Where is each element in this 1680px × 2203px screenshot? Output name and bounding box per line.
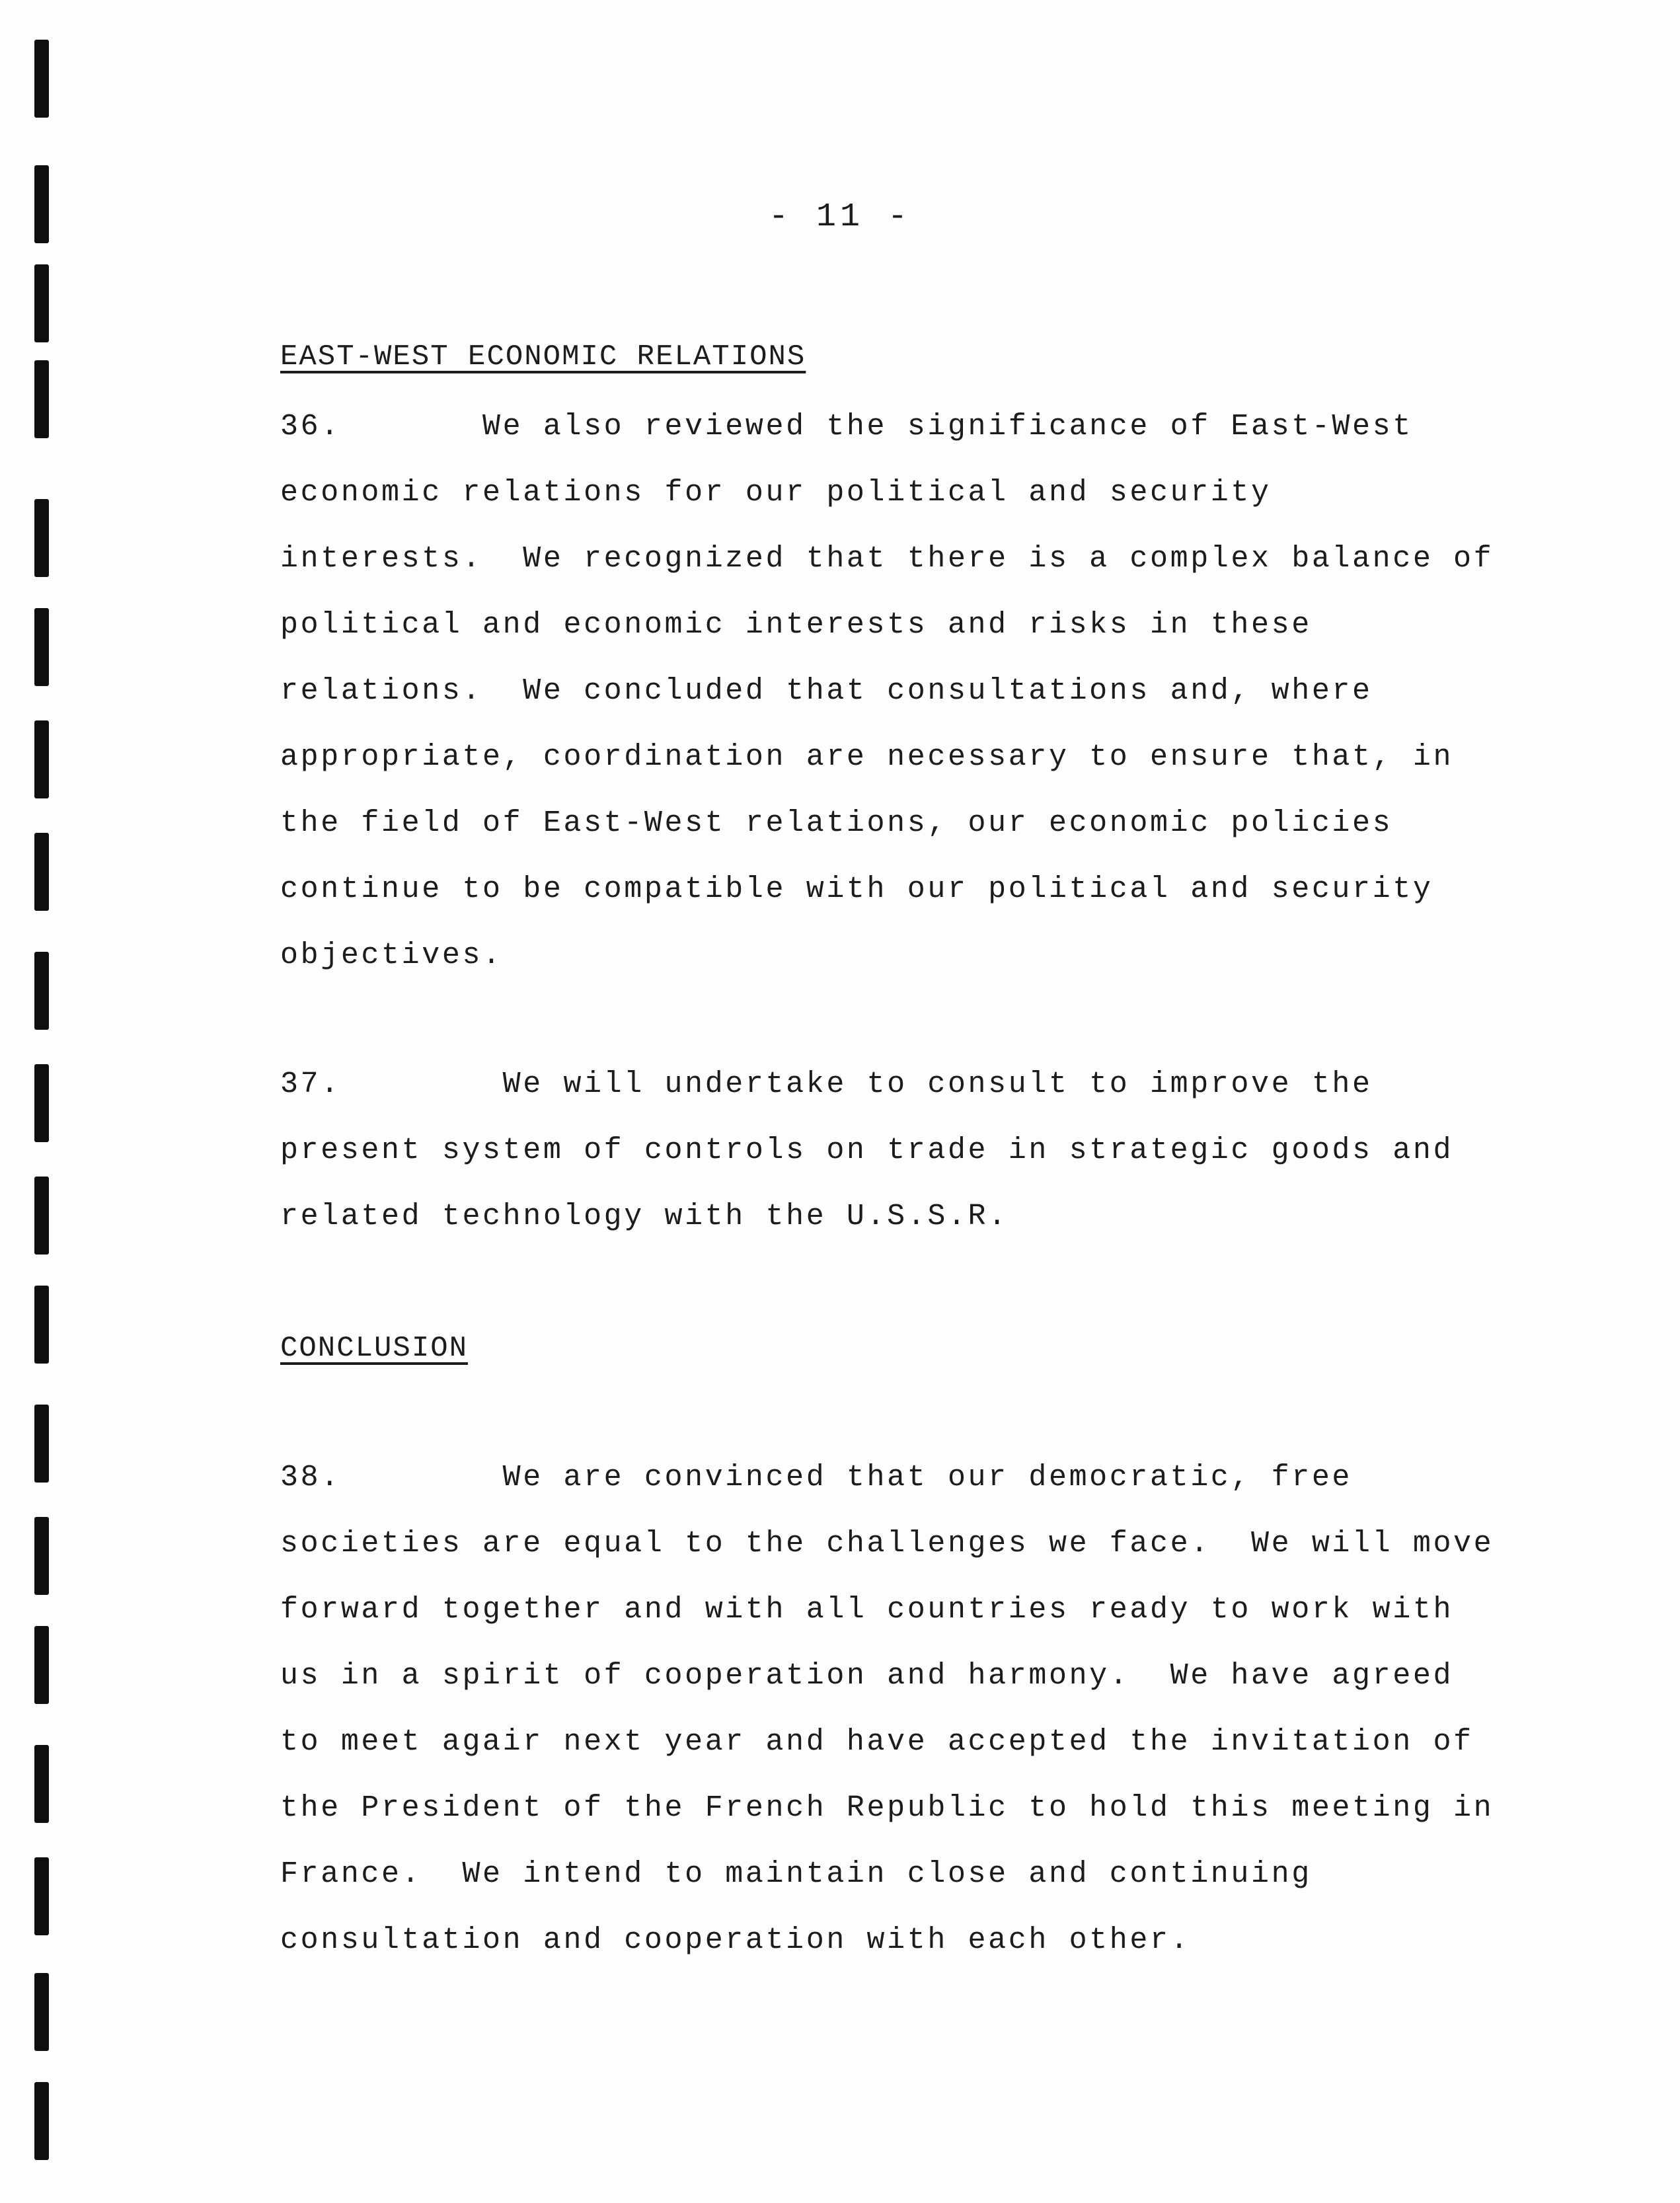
text-line: us in a spirit of cooperation and harmony. We have agreed xyxy=(280,1659,1454,1693)
binding-hole-mark xyxy=(34,2082,49,2160)
text-line: objectives. xyxy=(280,939,503,972)
binding-hole-mark xyxy=(34,499,49,577)
binding-hole-mark xyxy=(34,1405,49,1483)
text-line: relations. We concluded that consultations and, where xyxy=(280,674,1373,708)
binding-hole-mark xyxy=(34,40,49,118)
binding-hole-mark xyxy=(34,1517,49,1595)
text-line: the field of East-West relations, our economic policies xyxy=(280,806,1393,840)
text-line: 38. We are convinced that our democratic, free xyxy=(280,1461,1353,1494)
binding-hole-mark xyxy=(34,1857,49,1935)
text-line: continue to be compatible with our political and security xyxy=(280,872,1433,906)
binding-hole-mark xyxy=(34,952,49,1030)
text-line: 36. We also reviewed the significance of East-West xyxy=(280,410,1413,444)
text-line: the President of the French Republic to hold this meeting in xyxy=(280,1791,1494,1825)
text-line: appropriate, coordination are necessary to ensure that, in xyxy=(280,740,1454,774)
text-line: interests. We recognized that there is a complex balance of xyxy=(280,542,1494,576)
binding-hole-mark xyxy=(34,1626,49,1704)
text-line: related technology with the U.S.S.R. xyxy=(280,1200,1009,1233)
binding-hole-mark xyxy=(34,833,49,911)
binding-hole-mark xyxy=(34,264,49,342)
binding-hole-marks xyxy=(26,0,53,2203)
section-heading: CONCLUSION xyxy=(280,1332,469,1365)
page-number: - 11 - xyxy=(768,198,912,236)
text-line: present system of controls on trade in strategic goods and xyxy=(280,1134,1454,1167)
text-line: societies are equal to the challenges we face. We will move xyxy=(280,1527,1494,1561)
text-line: political and economic interests and risks in these xyxy=(280,608,1312,642)
text-line: to meet agair next year and have accepted the invitation of xyxy=(280,1725,1474,1759)
binding-hole-mark xyxy=(34,1745,49,1823)
binding-hole-mark xyxy=(34,1177,49,1255)
binding-hole-mark xyxy=(34,608,49,686)
text-line: forward together and with all countries ready to work with xyxy=(280,1593,1454,1627)
binding-hole-mark xyxy=(34,720,49,798)
binding-hole-mark xyxy=(34,1064,49,1142)
section-heading: EAST-WEST ECONOMIC RELATIONS xyxy=(280,340,806,373)
text-line: France. We intend to maintain close and continuing xyxy=(280,1857,1312,1891)
binding-hole-mark xyxy=(34,1286,49,1364)
binding-hole-mark xyxy=(34,1973,49,2051)
text-line: economic relations for our political and security xyxy=(280,476,1272,510)
text-line: consultation and cooperation with each other. xyxy=(280,1923,1191,1957)
text-line: 37. We will undertake to consult to improve the xyxy=(280,1067,1373,1101)
binding-hole-mark xyxy=(34,360,49,438)
